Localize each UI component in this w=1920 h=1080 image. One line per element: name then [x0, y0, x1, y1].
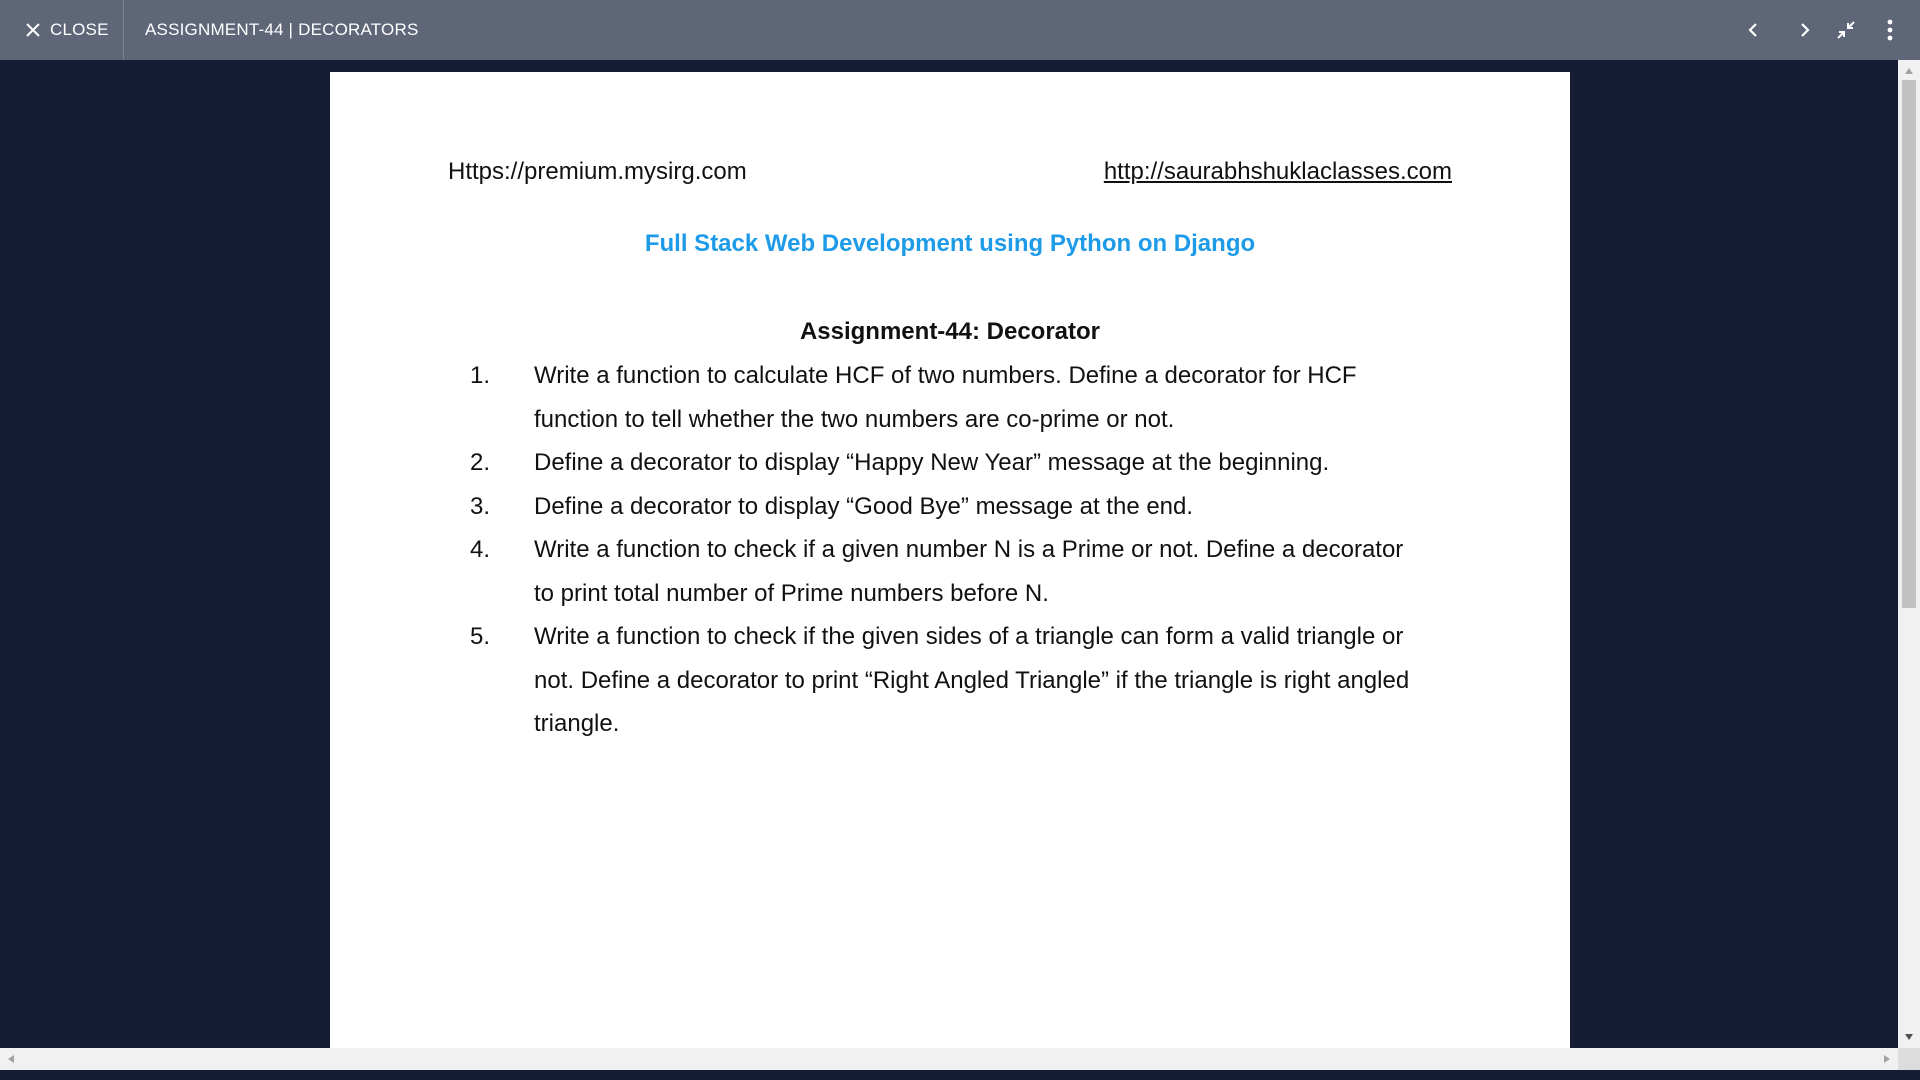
previous-button[interactable] — [1734, 0, 1774, 60]
question-number: 1. — [470, 362, 491, 389]
question-line: triangle. — [534, 710, 620, 737]
question-line: function to tell whether the two numbers are co-prime or not. — [534, 405, 1175, 433]
question-line: Write a function to calculate HCF of two numbers. Define a decorator for HCF — [534, 362, 1357, 389]
course-title: Full Stack Web Development using Python on Django — [644, 230, 1256, 257]
document-title: ASSIGNMENT-44 | DECORATORS — [145, 20, 419, 39]
more-options-button[interactable] — [1870, 0, 1910, 60]
scroll-down-button[interactable] — [1898, 1028, 1920, 1046]
scroll-right-button[interactable] — [1878, 1048, 1896, 1070]
question-number: 3. — [470, 492, 491, 520]
close-icon — [24, 21, 42, 39]
assignment-title: Assignment-44: Decorator — [799, 318, 1101, 345]
question-item — [470, 441, 1450, 485]
close-button[interactable] — [0, 0, 124, 60]
question-line: Define a decorator to display “Happy New Year” message at the beginning. — [534, 449, 1330, 476]
question-line: to print total number of Prime numbers before N. — [534, 579, 1049, 607]
more-vertical-icon — [1879, 19, 1901, 41]
chevron-right-icon — [1793, 19, 1815, 41]
close-label: CLOSE — [50, 20, 109, 39]
viewer-toolbar — [0, 0, 1920, 60]
triangle-up-icon — [1904, 67, 1914, 75]
question-item — [470, 354, 1450, 441]
triangle-down-icon — [1904, 1033, 1914, 1041]
question-line: Define a decorator to display “Good Bye” message at the end. — [534, 492, 1194, 520]
vertical-scrollbar[interactable] — [1898, 60, 1920, 1048]
question-line: Write a function to check if a given number N is a Prime or not. Define a decorator — [534, 536, 1404, 563]
horizontal-scrollbar[interactable] — [0, 1048, 1898, 1070]
question-list — [470, 354, 1450, 746]
scroll-up-button[interactable] — [1898, 62, 1920, 80]
question-item — [470, 615, 1450, 746]
question-line: not. Define a decorator to print “Right Angled Triangle” if the triangle is right angled — [534, 666, 1410, 694]
question-item — [470, 528, 1450, 615]
triangle-left-icon — [7, 1054, 15, 1064]
vertical-scroll-thumb[interactable] — [1902, 80, 1916, 608]
scroll-left-button[interactable] — [2, 1048, 20, 1070]
question-item — [470, 485, 1450, 529]
scrollbar-corner — [1898, 1048, 1920, 1070]
question-number: 5. — [470, 623, 491, 650]
question-number: 4. — [470, 536, 491, 563]
question-line: Write a function to check if the given sides of a triangle can form a valid triangle or — [534, 623, 1404, 650]
bottom-strip — [0, 1070, 1920, 1080]
question-number: 2. — [470, 449, 491, 476]
chevron-left-icon — [1743, 19, 1765, 41]
document-viewer[interactable] — [0, 60, 1898, 1048]
header-left-url: Https://premium.mysirg.com — [448, 158, 747, 185]
exit-fullscreen-button[interactable] — [1826, 0, 1866, 60]
exit-fullscreen-icon — [1835, 19, 1857, 41]
header-right-link[interactable]: http://saurabhshuklaclasses.com — [1103, 158, 1452, 185]
document-page — [330, 72, 1570, 1048]
next-button[interactable] — [1784, 0, 1824, 60]
triangle-right-icon — [1883, 1054, 1891, 1064]
